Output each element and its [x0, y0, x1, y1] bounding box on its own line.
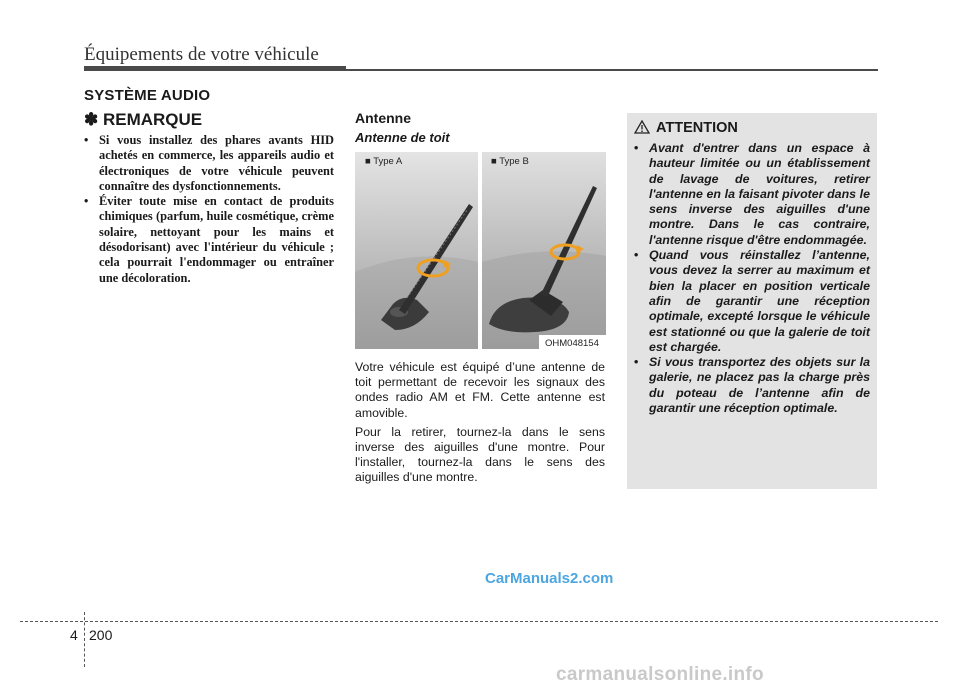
header-rule-thick: [84, 66, 346, 71]
footer-site-watermark: carmanualsonline.info: [556, 664, 764, 685]
figure-label-type-a: ■ Type A: [365, 156, 403, 167]
footer-page-number: 200: [89, 627, 113, 643]
watermark-link[interactable]: CarManuals2.com: [485, 570, 614, 587]
footer-rule: [20, 621, 938, 622]
caution-heading-label: ATTENTION: [656, 120, 738, 136]
caution-item: • Avant d'entrer dans un espace à hauteur limitée ou un établissement de lavage de voitures, retirer l'antenne en la faisant pivoter dans le sens inverse des aiguilles d'une montre. Dans le cas contraire, l'antenne risque d'être endommagée.: [634, 141, 870, 248]
footer-vertical-rule: [84, 612, 85, 667]
antenna-type-b-illustration: [482, 152, 606, 349]
figure-code: OHM048154: [545, 338, 599, 349]
antenna-type-a-illustration: [355, 152, 478, 349]
remark-list: [84, 133, 334, 286]
remark-item: • Éviter toute mise en contact de produits chimiques (parfum, huile cosmétique, crème solaire, nettoyant pour les mains et désodorisant) avec l'intérieur du véhicule ; cela pourrait l'endommager ou entraîner une décoloration.: [84, 194, 334, 286]
footer-chapter-number: 4: [70, 627, 78, 643]
remark-heading: ✽ REMARQUE: [84, 110, 203, 129]
remark-item: • Si vous installez des phares avants HID achetés en commerce, les appareils audio et électroniques de votre véhicule peuvent connaître des dysfonctionnements.: [84, 133, 334, 194]
caution-heading: [634, 120, 738, 138]
antenna-figure: [355, 152, 606, 349]
antenna-body: [355, 360, 605, 490]
antenna-heading: Antenne: [355, 110, 411, 126]
figure-label-type-b: ■ Type B: [491, 156, 529, 167]
header-rule-thin: [346, 69, 878, 71]
antenna-paragraph: Votre véhicule est équipé d’une antenne de toit permettant de recevoir les signaux des ondes radio AM et FM. Cette antenne est amovible.: [355, 360, 605, 420]
caution-item: • Si vous transportez des objets sur la galerie, ne placez pas la charge près du poteau de l’antenne afin de garantir une réception optimale.: [634, 355, 870, 416]
caution-item: • Quand vous réinstallez l’antenne, vous devez la serrer au maximum et bien la placer en position verticale afin de garantir une réception optimale, excepté lorsque le véhicule est stationné ou que la galerie de toit est chargée.: [634, 248, 870, 355]
warning-triangle-icon: [634, 120, 650, 138]
section-title: SYSTÈME AUDIO: [84, 87, 211, 104]
chapter-header-title: Équipements de votre véhicule: [84, 44, 319, 65]
antenna-paragraph: Pour la retirer, tournez-la dans le sens inverse des aiguilles d'une montre. Pour l'installer, tournez-la dans le sens des aiguilles d'une montre.: [355, 424, 605, 485]
antenna-subheading: Antenne de toit: [355, 130, 450, 145]
caution-list: [634, 141, 870, 416]
